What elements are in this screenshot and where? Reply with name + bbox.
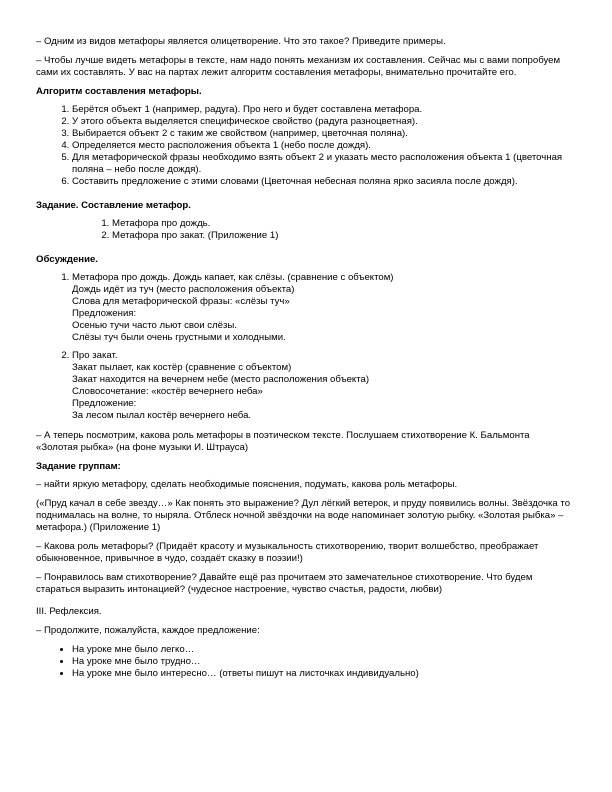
discussion-item-rain: [72, 272, 572, 344]
discussion-line: Слёзы туч были очень грустными и холодными.: [72, 332, 286, 343]
discussion-line: За лесом пылал костёр вечернего неба.: [72, 410, 252, 421]
discussion-line: Дождь идёт из туч (место расположения объекта): [72, 284, 295, 295]
reflection-list: [36, 644, 572, 680]
discussion-list: [36, 272, 572, 422]
discussion-item-sunset: [72, 350, 572, 422]
heading-group-task: Задание группам:: [36, 461, 121, 472]
algorithm-steps-list: [36, 104, 572, 188]
algorithm-step: 4. Определяется место расположения объекта 1 (небо после дождя).: [72, 140, 572, 152]
paragraph-group-task: – найти яркую метафору, сделать необходимые пояснения, подумать, какова роль метафоры.: [36, 479, 458, 490]
discussion-line: Словосочетание: «костёр вечернего неба»: [72, 386, 263, 397]
heading-algorithm: Алгоритм составления метафоры.: [36, 86, 202, 97]
reflection-item: • На уроке мне было интересно… (ответы пишут на листочках индивидуально): [72, 668, 572, 680]
discussion-line: Закат находится на вечернем небе (место расположения объекта): [72, 374, 370, 385]
paragraph-pond-star: («Пруд качал в себе звезду…» Как понять это выражение? Дул лёгкий ветерок, и пруду появились волны. Звёздочка то поднималась на волне, то ныряла. Отблеск ночной звёздочки на воде напоминает золотую рыбку. «Золотая рыбка» – метафора.) (Приложение 1): [36, 498, 571, 533]
discussion-line: Осенью тучи часто льют свои слёзы.: [72, 320, 237, 331]
task-item: 1. Метафора про дождь.: [112, 218, 572, 230]
reflection-item: • На уроке мне было трудно…: [72, 656, 572, 668]
discussion-line: 1. Метафора про дождь. Дождь капает, как слёзы. (сравнение с объектом): [72, 272, 394, 283]
heading-discussion: Обсуждение.: [36, 254, 98, 265]
discussion-line: Закат пылает, как костёр (сравнение с объектом): [72, 362, 292, 373]
reflection-item: • На уроке мне было легко…: [72, 644, 572, 656]
heading-reflection: III. Рефлексия.: [36, 606, 102, 617]
algorithm-step: 2. У этого объекта выделяется специфическое свойство (радуга разноцветная).: [72, 116, 572, 128]
discussion-line: Предложение:: [72, 398, 137, 409]
task-list: [36, 218, 572, 242]
discussion-line: 2. Про закат.: [72, 350, 118, 361]
algorithm-step: 1. Берётся объект 1 (например, радуга). Про него и будет составлена метафора.: [72, 104, 572, 116]
paragraph-mechanism: – Чтобы лучше видеть метафоры в тексте, нам надо понять механизм их составления. Сейчас мы с вами попробуем сами их составлять. У вас на партах лежит алгоритм составления метафоры, внимательно прочитайте его.: [36, 55, 561, 78]
heading-task: Задание. Составление метафор.: [36, 200, 191, 211]
paragraph-reflection-intro: – Продолжите, пожалуйста, каждое предложение:: [36, 625, 260, 636]
algorithm-step: 3. Выбирается объект 2 с таким же свойством (например, цветочная поляна).: [72, 128, 572, 140]
algorithm-step: 6. Составить предложение с этими словами (Цветочная небесная поляна ярко засияла после дождя).: [72, 176, 572, 188]
paragraph-balmont-poem: – А теперь посмотрим, какова роль метафоры в поэтическом тексте. Послушаем стихотворение К. Бальмонта «Золотая рыбка» (на фоне музыки И. Штрауса): [36, 430, 530, 453]
discussion-line: Предложения:: [72, 308, 137, 319]
algorithm-step: 5. Для метафорической фразы необходимо взять объект 2 и указать место расположения объекта 1 (цветочная поляна – небо после дождя).: [72, 152, 572, 176]
paragraph-poem-intonation: – Понравилось вам стихотворение? Давайте ещё раз прочитаем это замечательное стихотворение. Что будем стараться выразить интонацией? (чудесное настроение, чувство счастья, радости, любви): [36, 572, 533, 595]
paragraph-metaphor-role: – Какова роль метафоры? (Придаёт красоту и музыкальность стихотворению, творит волшебство, преображает обыкновенное, привычное в чудо, создаёт сказку в поэзии!): [36, 541, 539, 564]
discussion-line: Слова для метафорической фразы: «слёзы туч»: [72, 296, 290, 307]
paragraph-personification: – Одним из видов метафоры является олицетворение. Что это такое? Приведите примеры.: [36, 36, 446, 47]
task-item: 2. Метафора про закат. (Приложение 1): [112, 230, 572, 242]
